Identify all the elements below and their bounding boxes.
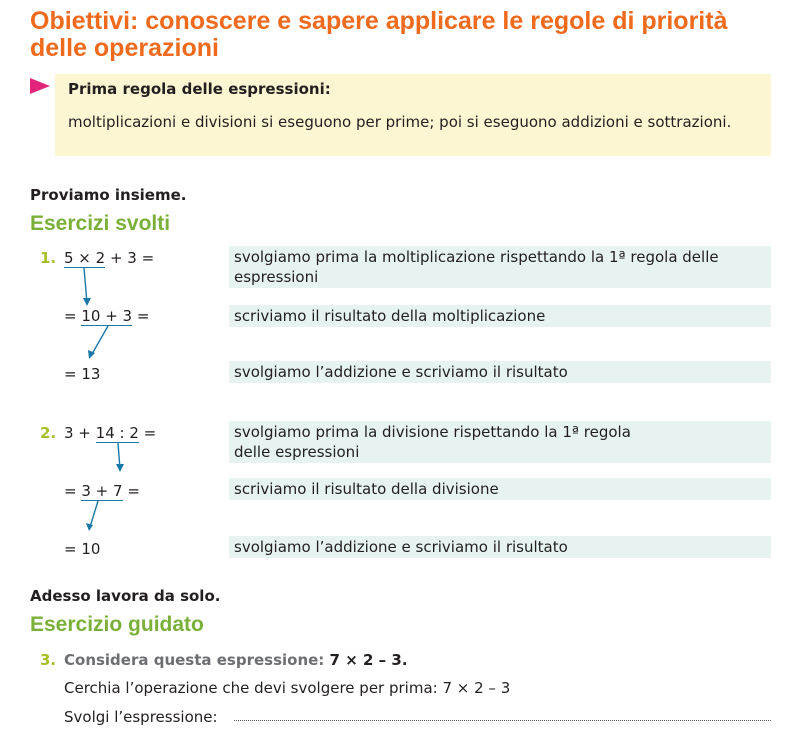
arrow-icon xyxy=(92,326,108,354)
exercise-number: 2. xyxy=(40,424,57,442)
arrow-icon xyxy=(90,501,98,527)
ex1-step1-highlight: 5 × 2 xyxy=(64,249,106,267)
ex2-step1-rest: = xyxy=(138,424,157,442)
rule-body: moltiplicazioni e divisioni si eseguono per prime; poi si eseguono addizioni e sottrazioni. xyxy=(68,113,732,131)
solved-heading: Esercizi svolti xyxy=(30,212,171,235)
ex1-step3: = 13 xyxy=(64,365,101,383)
ex2-step3: = 10 xyxy=(64,540,101,558)
ex3-prompt-text: Considera questa espressione: xyxy=(64,651,330,669)
arrow-icon xyxy=(84,268,87,303)
ex2-step2 xyxy=(64,482,140,500)
ex3-solve-label: Svolgi l’espressione: xyxy=(64,708,218,726)
ex1-step2-eq: = xyxy=(64,307,82,325)
ex1-step2 xyxy=(64,307,149,325)
exercise-number: 1. xyxy=(40,249,57,267)
answer-line[interactable] xyxy=(234,712,771,721)
exercise-number: 3. xyxy=(40,651,57,669)
arrow-head-icon xyxy=(88,350,95,359)
ex2-step2-eq: = xyxy=(64,482,82,500)
ex1-step2-highlight: 10 + 3 xyxy=(81,307,133,325)
ex2-step1 xyxy=(64,424,156,442)
ex3-prompt-expression: 7 × 2 – 3. xyxy=(329,651,408,669)
ex2-note1-line1: svolgiamo prima la divisione rispettando la 1ª regola xyxy=(234,423,631,441)
ex2-step1-highlight: 14 : 2 xyxy=(95,424,139,442)
arrow-icon xyxy=(118,443,120,469)
ex1-note3: svolgiamo l’addizione e scriviamo il risultato xyxy=(229,361,771,383)
page-title: Obiettivi: conoscere e sapere applicare le regole di priorità delle operazioni xyxy=(30,7,728,62)
ex2-step2-rest: = xyxy=(122,482,140,500)
ex1-note1: svolgiamo prima la moltiplicazione rispettando la 1ª regola delle espressioni xyxy=(229,246,771,288)
arrow-head-icon xyxy=(86,523,93,531)
ex3-circle-instruction: Cerchia l’operazione che devi svolgere per prima: 7 × 2 – 3 xyxy=(64,679,511,697)
arrow-head-icon xyxy=(116,464,124,472)
guided-heading: Esercizio guidato xyxy=(30,613,204,636)
ex2-note3: svolgiamo l’addizione e scriviamo il risultato xyxy=(229,536,771,558)
alone-label: Adesso lavora da solo. xyxy=(30,587,221,605)
rule-heading: Prima regola delle espressioni: xyxy=(68,80,331,98)
ex1-note2: scriviamo il risultato della moltiplicazione xyxy=(229,305,771,327)
ex2-note1 xyxy=(229,421,771,463)
together-label: Proviamo insieme. xyxy=(30,186,187,204)
triangle-marker-icon xyxy=(30,78,50,94)
ex3-prompt xyxy=(64,651,408,669)
ex2-step2-highlight: 3 + 7 xyxy=(81,482,123,500)
ex2-note1-line2: delle espressioni xyxy=(234,443,360,461)
ex2-note2: scriviamo il risultato della divisione xyxy=(229,478,771,500)
ex1-step2-rest: = xyxy=(132,307,150,325)
arrow-head-icon xyxy=(83,298,91,306)
ex1-step1-rest: + 3 = xyxy=(105,249,155,267)
ex2-step1-pre: 3 + xyxy=(64,424,96,442)
ex1-step1 xyxy=(64,249,154,267)
